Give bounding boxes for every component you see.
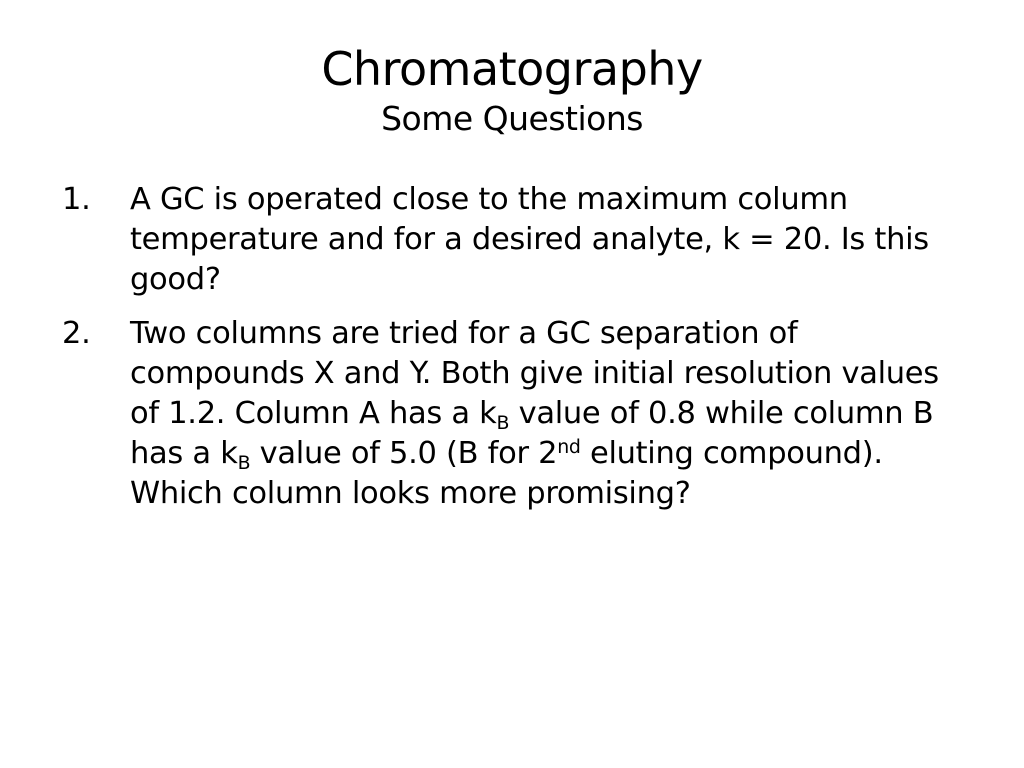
- slide-subtitle: Some Questions: [381, 99, 643, 138]
- title-block: [0, 40, 1024, 140]
- question-number: 1.: [62, 182, 91, 217]
- question-text: A GC is operated close to the maximum column temperature and for a desired analyte, k = 20. Is this good?: [130, 182, 929, 297]
- subscript-b: B: [496, 412, 510, 435]
- superscript-nd: nd: [557, 435, 581, 458]
- subscript-b: B: [237, 452, 251, 475]
- question-2: [62, 314, 962, 514]
- question-text: [130, 316, 939, 511]
- question-text-part: Two columns are tried for a GC separation of compounds X and Y. Both give initial resolution values of 1.2. Column A has a k: [130, 316, 939, 431]
- question-number: 2.: [62, 316, 91, 351]
- question-list: [62, 180, 962, 528]
- slide-title: Chromatography: [321, 42, 703, 96]
- question-1: [62, 180, 962, 300]
- question-text-part: value of 5.0 (B for 2: [250, 436, 558, 471]
- question-text-part: value of 0.8 while column B has a k: [130, 396, 934, 471]
- question-text-part: eluting compound). Which column looks more promising?: [130, 436, 883, 511]
